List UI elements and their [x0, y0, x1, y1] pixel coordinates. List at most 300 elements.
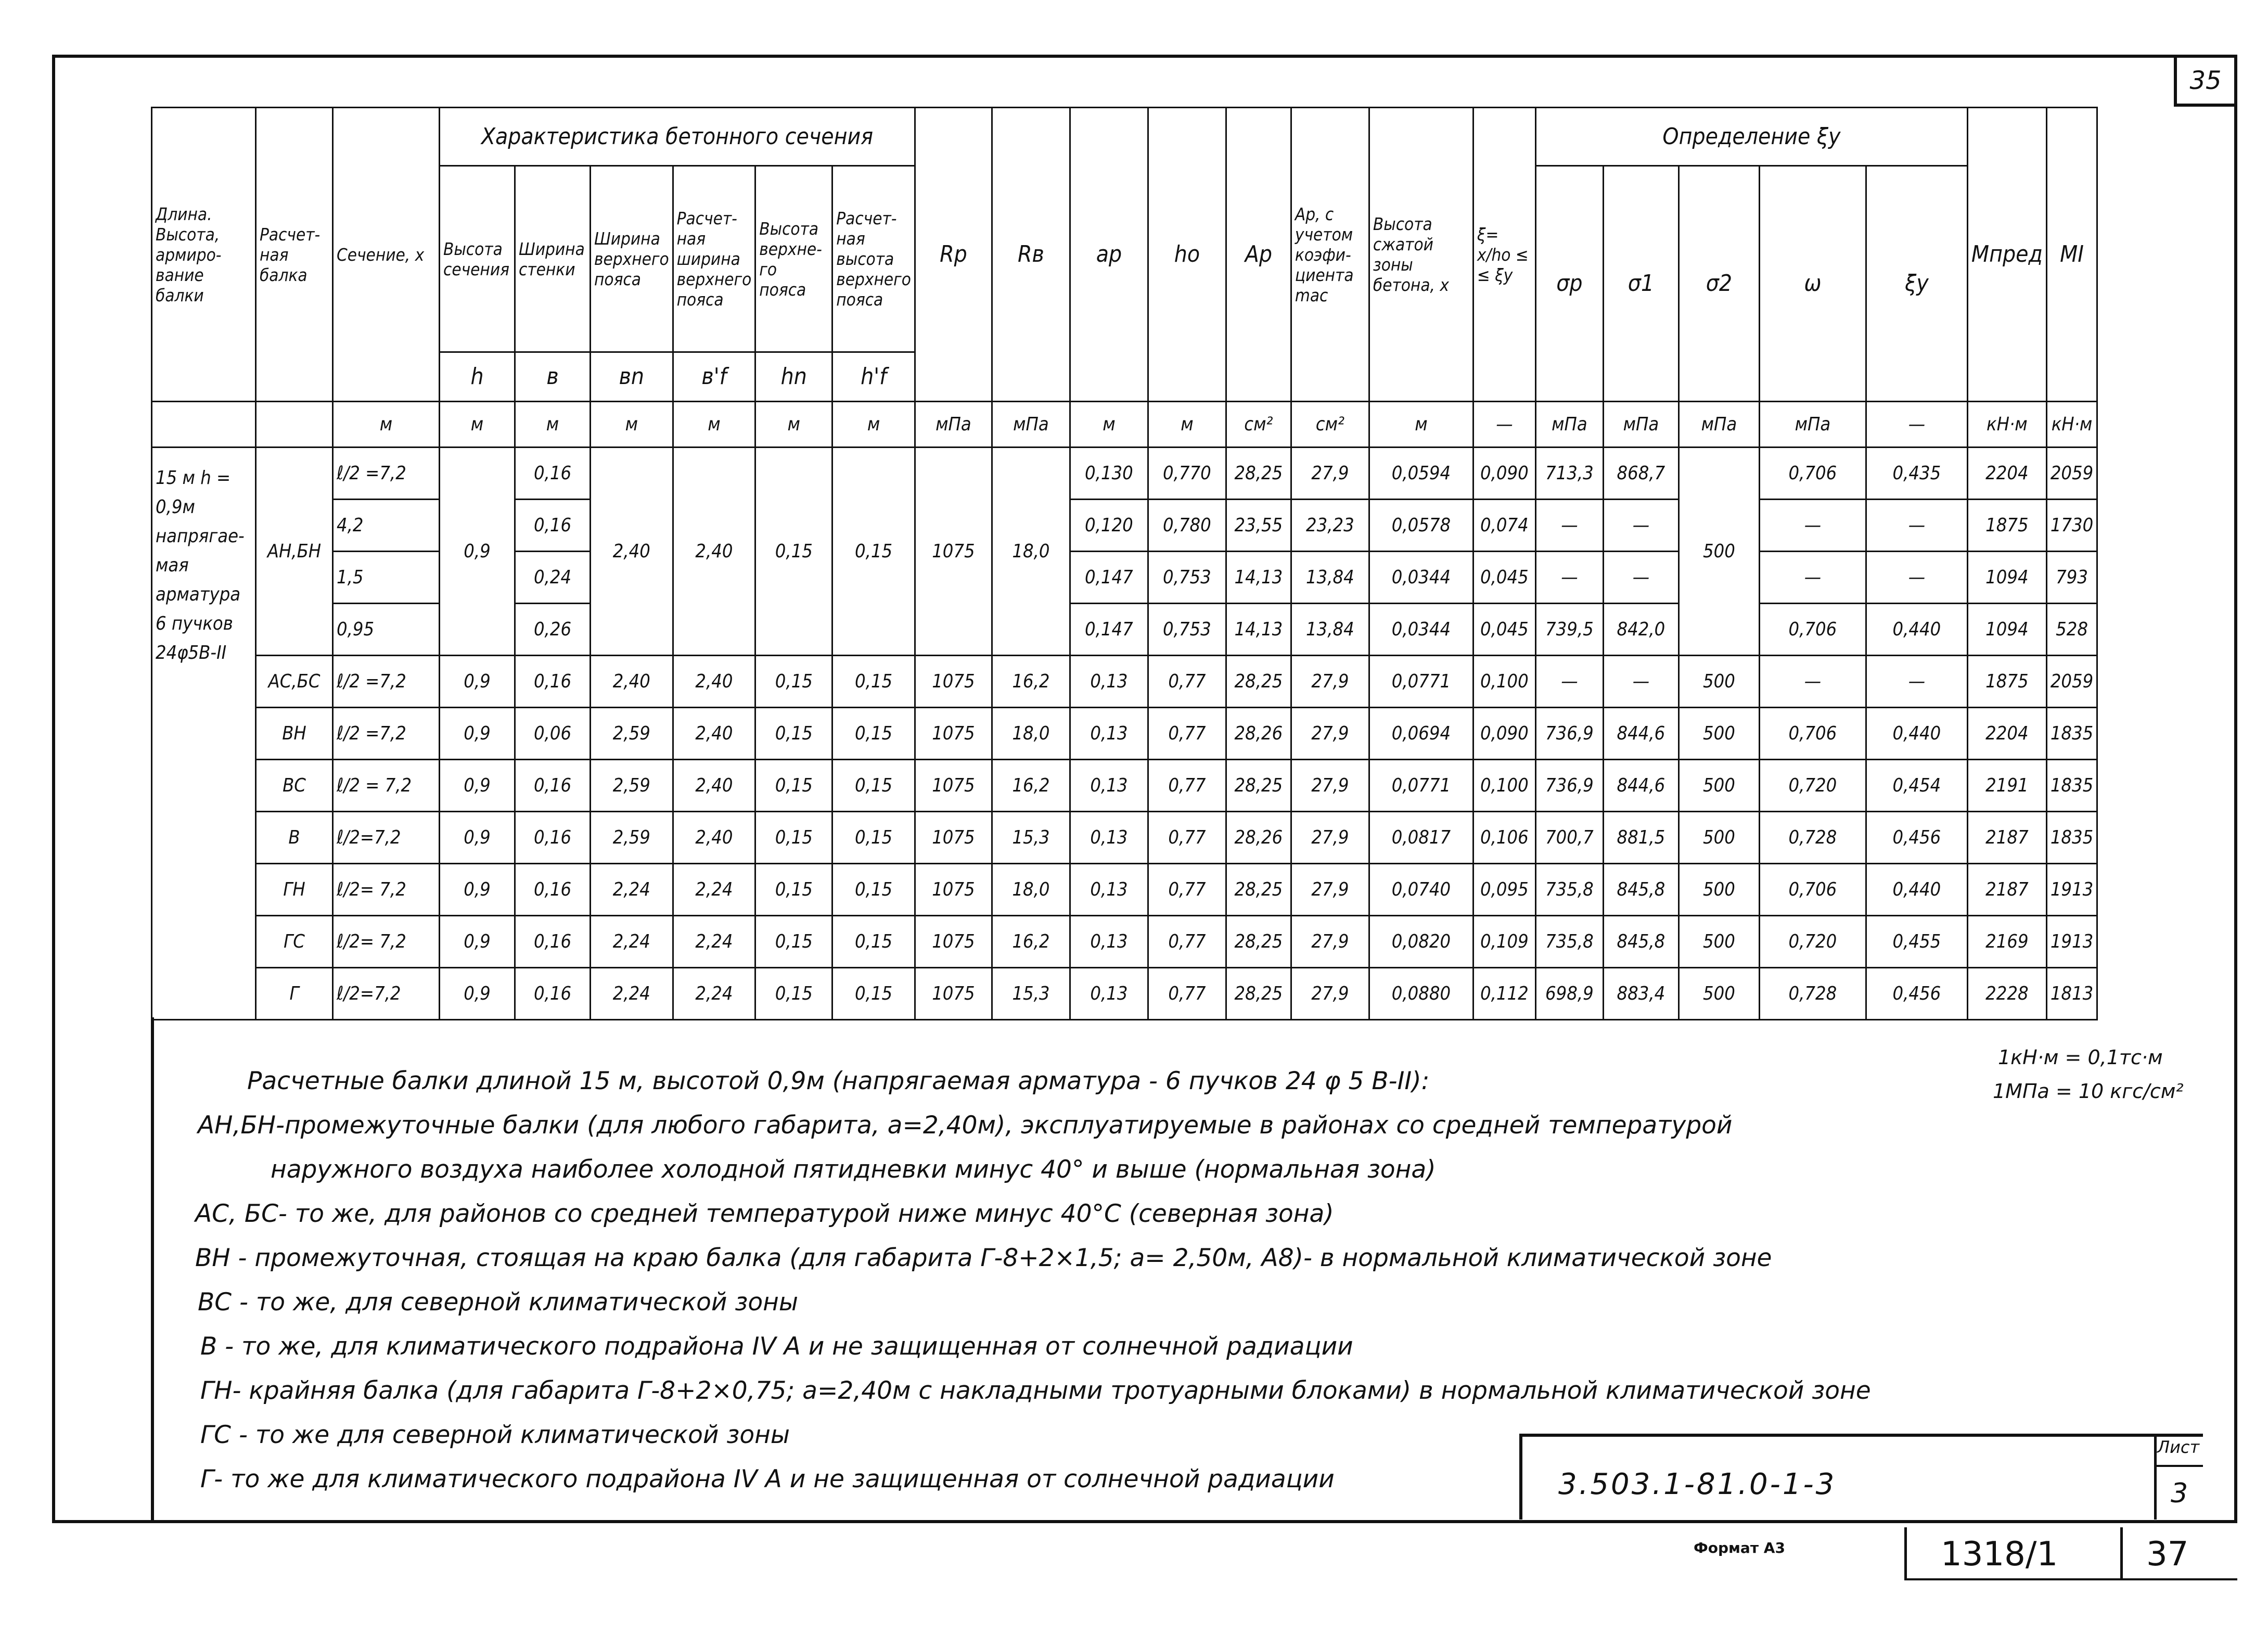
header-xi-group: Определение ξy: [1535, 108, 1967, 166]
cell-sigma-1: 845,8: [1603, 916, 1678, 968]
cell-h0: 0,753: [1148, 552, 1226, 604]
cell-h0: 0,77: [1148, 812, 1226, 864]
cell-sigma-2: 500: [1678, 916, 1759, 968]
cell-m-i: 1835: [2046, 760, 2097, 812]
cell-b: 0,06: [515, 708, 591, 760]
table-row: [152, 812, 2097, 864]
cell-x-height: 0,0594: [1369, 448, 1473, 500]
unit-cell: м: [1070, 402, 1148, 448]
cell-beam-anbn: АН,БН: [256, 448, 333, 656]
cell-sigma-1: 883,4: [1603, 968, 1678, 1020]
cell-sigma-1: 845,8: [1603, 864, 1678, 916]
note-line: ВН - промежуточная, стоящая на краю балка (для габарита Г-8+2×1,5; а= 2,50м, А8)- в нормальной климатической зоне: [195, 1244, 1772, 1272]
unit-cell: м: [515, 402, 591, 448]
cell-Ap-mac: 13,84: [1291, 552, 1369, 604]
cell-x: 0,95: [333, 604, 440, 656]
cell-h: 0,9: [440, 812, 515, 864]
table-row: [152, 708, 2097, 760]
cell-h0: 0,780: [1148, 500, 1226, 552]
header-flange-width: Ширина верхнего пояса: [591, 166, 673, 352]
cell-h: 0,9: [440, 864, 515, 916]
cell-xi-y: 0,440: [1866, 864, 1967, 916]
cell-x-height: 0,0578: [1369, 500, 1473, 552]
header-design-beam: Расчет- ная балка: [256, 108, 333, 402]
cell-sigma-1: 842,0: [1603, 604, 1678, 656]
cell-sigma-1: —: [1603, 656, 1678, 708]
cell-h: 0,9: [440, 760, 515, 812]
cell-h: 0,9: [440, 916, 515, 968]
header-sigma-1: σ1: [1603, 166, 1678, 402]
cell-omega: 0,720: [1759, 760, 1866, 812]
cell-xi-y: —: [1866, 552, 1967, 604]
cell-xi-y: 0,456: [1866, 812, 1967, 864]
cell-xi: 0,090: [1473, 448, 1535, 500]
table-row: [152, 968, 2097, 1020]
header-height: Высота сечения: [440, 166, 515, 352]
cell-xi: 0,109: [1473, 916, 1535, 968]
cell-h0: 0,770: [1148, 448, 1226, 500]
cell-x: ℓ/2 =7,2: [333, 656, 440, 708]
cell-b: 0,16: [515, 968, 591, 1020]
cell-x-height: 0,0344: [1369, 604, 1473, 656]
cell-ap: 0,13: [1070, 760, 1148, 812]
cell-xi: 0,106: [1473, 812, 1535, 864]
note-line: наружного воздуха наиболее холодной пятидневки минус 40° и выше (нормальная зона): [271, 1155, 1436, 1184]
cell-omega: —: [1759, 552, 1866, 604]
cell-b: 0,16: [515, 656, 591, 708]
note-line: ГС - то же для северной климатической зоны: [200, 1421, 790, 1449]
cell-hn: 0,15: [755, 864, 832, 916]
unit-cell: м: [1148, 402, 1226, 448]
page-number: 37: [2146, 1535, 2189, 1574]
cell-rp: 1075: [915, 760, 992, 812]
cell-h0: 0,77: [1148, 760, 1226, 812]
header-Ap: Ap: [1226, 108, 1291, 402]
cell-m-i: 1913: [2046, 864, 2097, 916]
cell-m-pred: 2204: [1967, 708, 2046, 760]
cell-h0: 0,77: [1148, 916, 1226, 968]
unit-cell: кН·м: [2046, 402, 2097, 448]
cell-bf: 2,40: [673, 448, 755, 656]
cell-bf: 2,24: [673, 916, 755, 968]
cell-Ap-mac: 27,9: [1291, 708, 1369, 760]
cell-sigma-p: 735,8: [1535, 916, 1603, 968]
cell-omega: —: [1759, 656, 1866, 708]
cell-rp: 1075: [915, 708, 992, 760]
cell-x: ℓ/2 =7,2: [333, 708, 440, 760]
cell-bn: 2,40: [591, 656, 673, 708]
cell-sigma-p: —: [1535, 656, 1603, 708]
note-line: В - то же, для климатического подрайона IV А и не защищенная от солнечной радиации: [200, 1332, 1353, 1361]
note-line: Расчетные балки длиной 15 м, высотой 0,9м (напрягаемая арматура - 6 пучков 24 φ 5 В-II):: [247, 1067, 1430, 1095]
cell-sigma-p: 736,9: [1535, 760, 1603, 812]
cell-x-height: 0,0771: [1369, 760, 1473, 812]
note-line: ГН- крайняя балка (для габарита Г-8+2×0,75; а=2,40м с накладными тротуарными блоками) в нормальной климатической зоне: [200, 1376, 1871, 1405]
cell-Ap: 28,25: [1226, 968, 1291, 1020]
cell-Ap-mac: 27,9: [1291, 916, 1369, 968]
cell-ap: 0,13: [1070, 708, 1148, 760]
cell-b: 0,16: [515, 916, 591, 968]
unit-cell: мПа: [992, 402, 1070, 448]
cell-x: 1,5: [333, 552, 440, 604]
cell-x: ℓ/2 = 7,2: [333, 760, 440, 812]
cell-rb: 15,3: [992, 968, 1070, 1020]
header-beam: Длина. Высота, армиро- вание балки: [152, 108, 256, 402]
cell-m-i: 1835: [2046, 812, 2097, 864]
cell-rb: 18,0: [992, 708, 1070, 760]
unit-conversion: 1МПа = 10 кгс/см²: [1993, 1080, 2184, 1103]
symbol-b: в: [515, 352, 591, 402]
unit-cell-empty: [256, 402, 333, 448]
cell-bn: 2,59: [591, 812, 673, 864]
cell-beam: В: [256, 812, 333, 864]
sheet-number: 3: [2171, 1478, 2188, 1509]
cell-bn: 2,59: [591, 708, 673, 760]
cell-xi-y: 0,454: [1866, 760, 1967, 812]
cell-sigma-2: 500: [1678, 760, 1759, 812]
format-label: Формат А3: [1694, 1539, 1785, 1556]
cell-rb: 16,2: [992, 760, 1070, 812]
cell-h0: 0,77: [1148, 656, 1226, 708]
unit-cell-empty: [152, 402, 256, 448]
cell-m-i: 1730: [2046, 500, 2097, 552]
cell-Ap-mac: 27,9: [1291, 864, 1369, 916]
cell-hn: 0,15: [755, 916, 832, 968]
header-rp: Rp: [915, 108, 992, 402]
cell-omega: 0,706: [1759, 448, 1866, 500]
cell-hn: 0,15: [755, 812, 832, 864]
cell-b: 0,16: [515, 448, 591, 500]
header-Ap-mac: Ap, с учетом коэфи- циента mac: [1291, 108, 1369, 402]
cell-Ap: 28,25: [1226, 656, 1291, 708]
cell-omega: 0,720: [1759, 916, 1866, 968]
cell-xi-y: 0,455: [1866, 916, 1967, 968]
cell-m-pred: 1875: [1967, 500, 2046, 552]
cell-m-pred: 2169: [1967, 916, 2046, 968]
cell-hf: 0,15: [832, 864, 915, 916]
cell-rp: 1075: [915, 448, 992, 656]
cell-m-pred: 2191: [1967, 760, 2046, 812]
cell-Ap: 28,25: [1226, 760, 1291, 812]
cell-sigma-p: 700,7: [1535, 812, 1603, 864]
cell-bf: 2,24: [673, 968, 755, 1020]
cell-bn: 2,59: [591, 760, 673, 812]
cell-rb: 18,0: [992, 448, 1070, 656]
cell-hf: 0,15: [832, 708, 915, 760]
cell-omega: 0,706: [1759, 708, 1866, 760]
cell-h: 0,9: [440, 708, 515, 760]
cell-omega: 0,728: [1759, 812, 1866, 864]
cell-ap: 0,147: [1070, 552, 1148, 604]
header-x-height: Высота сжатой зоны бетона, х: [1369, 108, 1473, 402]
unit-cell: м: [591, 402, 673, 448]
cell-m-i: 1913: [2046, 916, 2097, 968]
beam-group-label: 15 м h = 0,9м напрягае- мая арматура 6 пучков 24φ5В-II: [152, 448, 256, 1020]
cell-rp: 1075: [915, 916, 992, 968]
cell-rb: 16,2: [992, 916, 1070, 968]
cell-xi: 0,100: [1473, 656, 1535, 708]
cell-sigma-p: 713,3: [1535, 448, 1603, 500]
cell-sigma-2: 500: [1678, 812, 1759, 864]
cell-sigma-p: —: [1535, 500, 1603, 552]
header-omega: ω: [1759, 166, 1866, 402]
cell-xi-y: 0,440: [1866, 708, 1967, 760]
cell-Ap-mac: 27,9: [1291, 968, 1369, 1020]
cell-hf: 0,15: [832, 916, 915, 968]
unit-cell: м: [333, 402, 440, 448]
cell-h0: 0,753: [1148, 604, 1226, 656]
cell-ap: 0,13: [1070, 916, 1148, 968]
unit-cell: —: [1473, 402, 1535, 448]
header-ap: ap: [1070, 108, 1148, 402]
cell-hn: 0,15: [755, 708, 832, 760]
table-row: [152, 916, 2097, 968]
cell-bn: 2,24: [591, 916, 673, 968]
symbol-hn: hn: [755, 352, 832, 402]
header-section: Сечение, х: [333, 108, 440, 402]
symbol-bf: в'f: [673, 352, 755, 402]
unit-cell: мПа: [1759, 402, 1866, 448]
unit-cell: мПа: [1678, 402, 1759, 448]
cell-bf: 2,40: [673, 812, 755, 864]
cell-hn: 0,15: [755, 968, 832, 1020]
unit-cell: кН·м: [1967, 402, 2046, 448]
corner-number-text: 35: [2189, 66, 2222, 95]
header-h0: hо: [1148, 108, 1226, 402]
unit-cell: м: [1369, 402, 1473, 448]
cell-Ap: 23,55: [1226, 500, 1291, 552]
cell-x-height: 0,0771: [1369, 656, 1473, 708]
cell-omega: —: [1759, 500, 1866, 552]
cell-sigma-2: 500: [1678, 968, 1759, 1020]
cell-rp: 1075: [915, 812, 992, 864]
unit-cell: см²: [1226, 402, 1291, 448]
cell-xi-y: —: [1866, 500, 1967, 552]
cell-b: 0,24: [515, 552, 591, 604]
cell-beam: ГС: [256, 916, 333, 968]
table-row: [152, 656, 2097, 708]
table-row: [152, 864, 2097, 916]
cell-m-pred: 1094: [1967, 604, 2046, 656]
cell-m-pred: 2204: [1967, 448, 2046, 500]
cell-x: ℓ/2= 7,2: [333, 864, 440, 916]
cell-hf: 0,15: [832, 448, 915, 656]
cell-bf: 2,40: [673, 708, 755, 760]
cell-m-i: 2059: [2046, 448, 2097, 500]
cell-beam: ВН: [256, 708, 333, 760]
cell-beam: ВС: [256, 760, 333, 812]
divider: [2120, 1527, 2123, 1579]
table-row: [152, 760, 2097, 812]
cell-h: 0,9: [440, 968, 515, 1020]
cell-omega: 0,728: [1759, 968, 1866, 1020]
unit-cell: см²: [1291, 402, 1369, 448]
cell-Ap-mac: 27,9: [1291, 448, 1369, 500]
cell-hf: 0,15: [832, 760, 915, 812]
cell-xi: 0,100: [1473, 760, 1535, 812]
cell-Ap-mac: 27,9: [1291, 760, 1369, 812]
cell-rp: 1075: [915, 656, 992, 708]
cell-m-pred: 2187: [1967, 812, 2046, 864]
cell-rb: 16,2: [992, 656, 1070, 708]
cell-x: ℓ/2= 7,2: [333, 916, 440, 968]
cell-sigma-p: —: [1535, 552, 1603, 604]
cell-hf: 0,15: [832, 968, 915, 1020]
header-m-i: MI: [2046, 108, 2097, 402]
cell-x: ℓ/2=7,2: [333, 968, 440, 1020]
cell-rb: 15,3: [992, 812, 1070, 864]
cell-ap: 0,13: [1070, 864, 1148, 916]
cell-Ap-mac: 13,84: [1291, 604, 1369, 656]
header-web-width: Ширина стенки: [515, 166, 591, 352]
cell-xi: 0,045: [1473, 604, 1535, 656]
cell-bn: 2,40: [591, 448, 673, 656]
unit-cell: м: [440, 402, 515, 448]
cell-ap: 0,147: [1070, 604, 1148, 656]
cell-hf: 0,15: [832, 656, 915, 708]
header-concrete-group: Характеристика бетонного сечения: [440, 108, 915, 166]
cell-hn: 0,15: [755, 448, 832, 656]
cell-Ap: 28,25: [1226, 448, 1291, 500]
cell-x: ℓ/2 =7,2: [333, 448, 440, 500]
cell-Ap: 14,13: [1226, 604, 1291, 656]
cell-xi-y: 0,440: [1866, 604, 1967, 656]
header-design-flange-height: Расчет- ная высота верхнего пояса: [832, 166, 915, 352]
cell-h0: 0,77: [1148, 864, 1226, 916]
cell-Ap-mac: 27,9: [1291, 812, 1369, 864]
cell-Ap: 28,25: [1226, 864, 1291, 916]
corner-page-number: [2174, 57, 2234, 107]
header-xi-y: ξy: [1866, 166, 1967, 402]
cell-sigma-2: 500: [1678, 708, 1759, 760]
cell-sigma-1: 868,7: [1603, 448, 1678, 500]
cell-xi: 0,095: [1473, 864, 1535, 916]
cell-sigma-p: 735,8: [1535, 864, 1603, 916]
cell-beam: Г: [256, 968, 333, 1020]
header-sigma-2: σ2: [1678, 166, 1759, 402]
cell-x-height: 0,0880: [1369, 968, 1473, 1020]
note-line: Г- то же для климатического подрайона IV А и не защищенная от солнечной радиации: [200, 1465, 1335, 1493]
cell-x-height: 0,0694: [1369, 708, 1473, 760]
cell-sigma-2: 500: [1678, 656, 1759, 708]
cell-rp: 1075: [915, 864, 992, 916]
cell-hn: 0,15: [755, 760, 832, 812]
cell-sigma-p: 739,5: [1535, 604, 1603, 656]
unit-cell: м: [673, 402, 755, 448]
cell-x-height: 0,0817: [1369, 812, 1473, 864]
cell-x-height: 0,0344: [1369, 552, 1473, 604]
unit-cell: м: [832, 402, 915, 448]
symbol-hf: h'f: [832, 352, 915, 402]
unit-cell: мПа: [1535, 402, 1603, 448]
sheet-divider: [2154, 1465, 2203, 1467]
cell-ap: 0,130: [1070, 448, 1148, 500]
cell-rp: 1075: [915, 968, 992, 1020]
cell-ap: 0,120: [1070, 500, 1148, 552]
cell-m-pred: 1875: [1967, 656, 2046, 708]
cell-sigma-2: 500: [1678, 448, 1759, 656]
cell-b: 0,16: [515, 864, 591, 916]
symbol-bn: вn: [591, 352, 673, 402]
cell-m-i: 528: [2046, 604, 2097, 656]
cell-xi: 0,090: [1473, 708, 1535, 760]
cell-xi-y: 0,435: [1866, 448, 1967, 500]
cell-x-height: 0,0740: [1369, 864, 1473, 916]
cell-sigma-1: —: [1603, 500, 1678, 552]
cell-beam: ГН: [256, 864, 333, 916]
header-sigma-p: σp: [1535, 166, 1603, 402]
header-design-flange-width: Расчет- ная ширина верхнего пояса: [673, 166, 755, 352]
divider: [1904, 1578, 2237, 1580]
cell-xi: 0,045: [1473, 552, 1535, 604]
header-flange-height: Высота верхне- го пояса: [755, 166, 832, 352]
cell-omega: 0,706: [1759, 864, 1866, 916]
cell-m-i: 793: [2046, 552, 2097, 604]
cell-x-height: 0,0820: [1369, 916, 1473, 968]
header-rb: Rв: [992, 108, 1070, 402]
unit-conversion: 1кН·м = 0,1тс·м: [1998, 1046, 2163, 1069]
cell-xi: 0,112: [1473, 968, 1535, 1020]
cell-beam: АС,БС: [256, 656, 333, 708]
cell-Ap-mac: 23,23: [1291, 500, 1369, 552]
unit-cell: м: [755, 402, 832, 448]
cell-hf: 0,15: [832, 812, 915, 864]
unit-cell: мПа: [915, 402, 992, 448]
note-line: АН,БН-промежуточные балки (для любого габарита, а=2,40м), эксплуатируемые в районах со средней температурой: [198, 1111, 1733, 1140]
cell-ap: 0,13: [1070, 968, 1148, 1020]
inventory-number: 1318/1: [1941, 1535, 2058, 1574]
divider: [1904, 1527, 1907, 1579]
note-line: АС, БС- то же, для районов со средней температурой ниже минус 40°С (северная зона): [195, 1199, 1334, 1228]
cell-rb: 18,0: [992, 864, 1070, 916]
cell-hn: 0,15: [755, 656, 832, 708]
cell-ap: 0,13: [1070, 656, 1148, 708]
cell-xi-y: 0,456: [1866, 968, 1967, 1020]
cell-bn: 2,24: [591, 968, 673, 1020]
cell-Ap-mac: 27,9: [1291, 656, 1369, 708]
cell-m-pred: 2187: [1967, 864, 2046, 916]
cell-h: 0,9: [440, 656, 515, 708]
cell-x: 4,2: [333, 500, 440, 552]
cell-omega: 0,706: [1759, 604, 1866, 656]
unit-cell: мПа: [1603, 402, 1678, 448]
cell-Ap: 14,13: [1226, 552, 1291, 604]
sheet-label: Лист: [2157, 1437, 2200, 1457]
cell-ap: 0,13: [1070, 812, 1148, 864]
note-line: ВС - то же, для северной климатической зоны: [198, 1288, 798, 1317]
symbol-h: h: [440, 352, 515, 402]
cell-xi: 0,074: [1473, 500, 1535, 552]
cell-Ap: 28,25: [1226, 916, 1291, 968]
cell-x: ℓ/2=7,2: [333, 812, 440, 864]
cell-sigma-1: 881,5: [1603, 812, 1678, 864]
cell-m-pred: 1094: [1967, 552, 2046, 604]
document-code: 3.503.1-81.0-1-3: [1558, 1467, 1837, 1501]
cell-m-i: 2059: [2046, 656, 2097, 708]
cell-sigma-p: 698,9: [1535, 968, 1603, 1020]
cell-h: 0,9: [440, 448, 515, 656]
cell-m-i: 1813: [2046, 968, 2097, 1020]
cell-bf: 2,40: [673, 760, 755, 812]
cell-Ap: 28,26: [1226, 708, 1291, 760]
cell-sigma-1: 844,6: [1603, 760, 1678, 812]
cell-m-pred: 2228: [1967, 968, 2046, 1020]
cell-m-i: 1835: [2046, 708, 2097, 760]
cell-h0: 0,77: [1148, 708, 1226, 760]
cell-bf: 2,24: [673, 864, 755, 916]
cell-bf: 2,40: [673, 656, 755, 708]
cell-sigma-1: —: [1603, 552, 1678, 604]
